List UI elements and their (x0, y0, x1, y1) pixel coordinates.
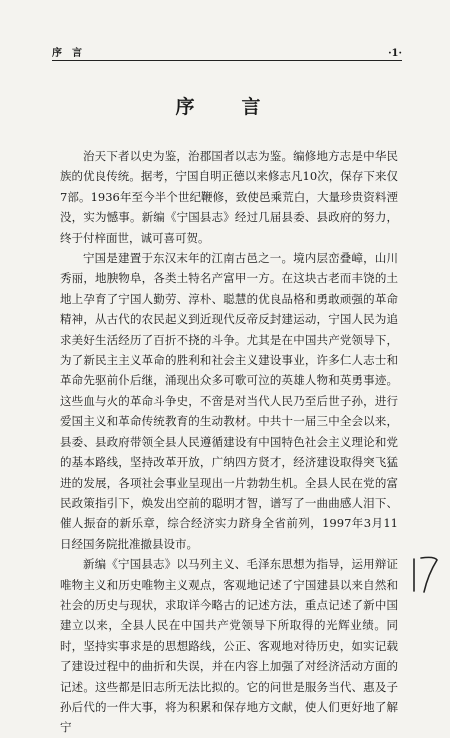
paragraph-1: 治天下者以史为鉴，治郡国者以志为鉴。编修地方志是中华民族的优良传统。据考，宁国自明正德以来修志凡10次，保存下来仅7部。1936年至今半个世纪鞭修，致使邑乘荒白，大量珍贵资料湮没，实为憾事。新编《宁国县志》经过几届县委、县政府的努力，终于付梓面世，诚可喜可贺。 (60, 149, 398, 245)
running-head (52, 43, 402, 59)
page-title: 序 言 (175, 96, 275, 118)
paragraph-2: 宁国是建置于东汉末年的江南古邑之一。境内层峦叠嶂，山川秀丽，地腴物阜，各类土特名产富甲一方。在这块古老而丰饶的土地上孕育了宁国人勤劳、淳朴、聪慧的优良品格和勇敢顽强的革命精神，从古代的农民起义到近现代反帝反封建运动，宁国人民为追求美好生活经历了百折不挠的斗争。尤其是在中国共产党领导下，为了新民主主义革命的胜利和社会主义建设事业，许多仁人志士和革命先驱前仆后继，涌现出众多可歌可泣的英雄人物和英勇事迹。这些血与火的革命斗争史，不啻是对当代人民乃至后世子孙，进行爱国主义和革命传统教育的生动教材。中共十一届三中全会以来，县委、县政府带领全县人民遵循建设有中国特色社会主义理论和党的基本路线，坚持改革开放，广纳四方贤才，经济建设取得突飞猛进的发展，各项社会事业呈现出一片勃勃生机。全县人民在党的富民政策指引下，焕发出空前的聪明才智，谱写了一曲曲感人泪下、催人振奋的新乐章，综合经济实力跻身全省前列，1997年3月11日经国务院批准撤县设市。 (60, 251, 398, 551)
paragraph-3: 新编《宁国县志》以马列主义、毛泽东思想为指导，运用辩证唯物主义和历史唯物主义观点，客观地记述了宁国建县以来自然和社会的历史与现状，求取详今略古的记述方法，重点记述了新中国建立以来，全县人民在中国共产党领导下所取得的光辉业绩。同时，坚持实事求是的思想路线，公正、客观地对待历史，如实记载了建设过程中的曲折和失误，并在内容上加强了对经济活动方面的记述。这些都是旧志所无法比拟的。它的问世是服务当代、惠及子孙后代的一件大事，将为积累和保存地方文献，使人们更好地了解宁 (60, 557, 398, 735)
body-text (60, 146, 398, 738)
handwritten-margin-note (408, 553, 440, 595)
running-head-section: 序 言 (52, 48, 82, 59)
header-rule (52, 60, 402, 61)
page-number: ·1· (388, 48, 402, 59)
